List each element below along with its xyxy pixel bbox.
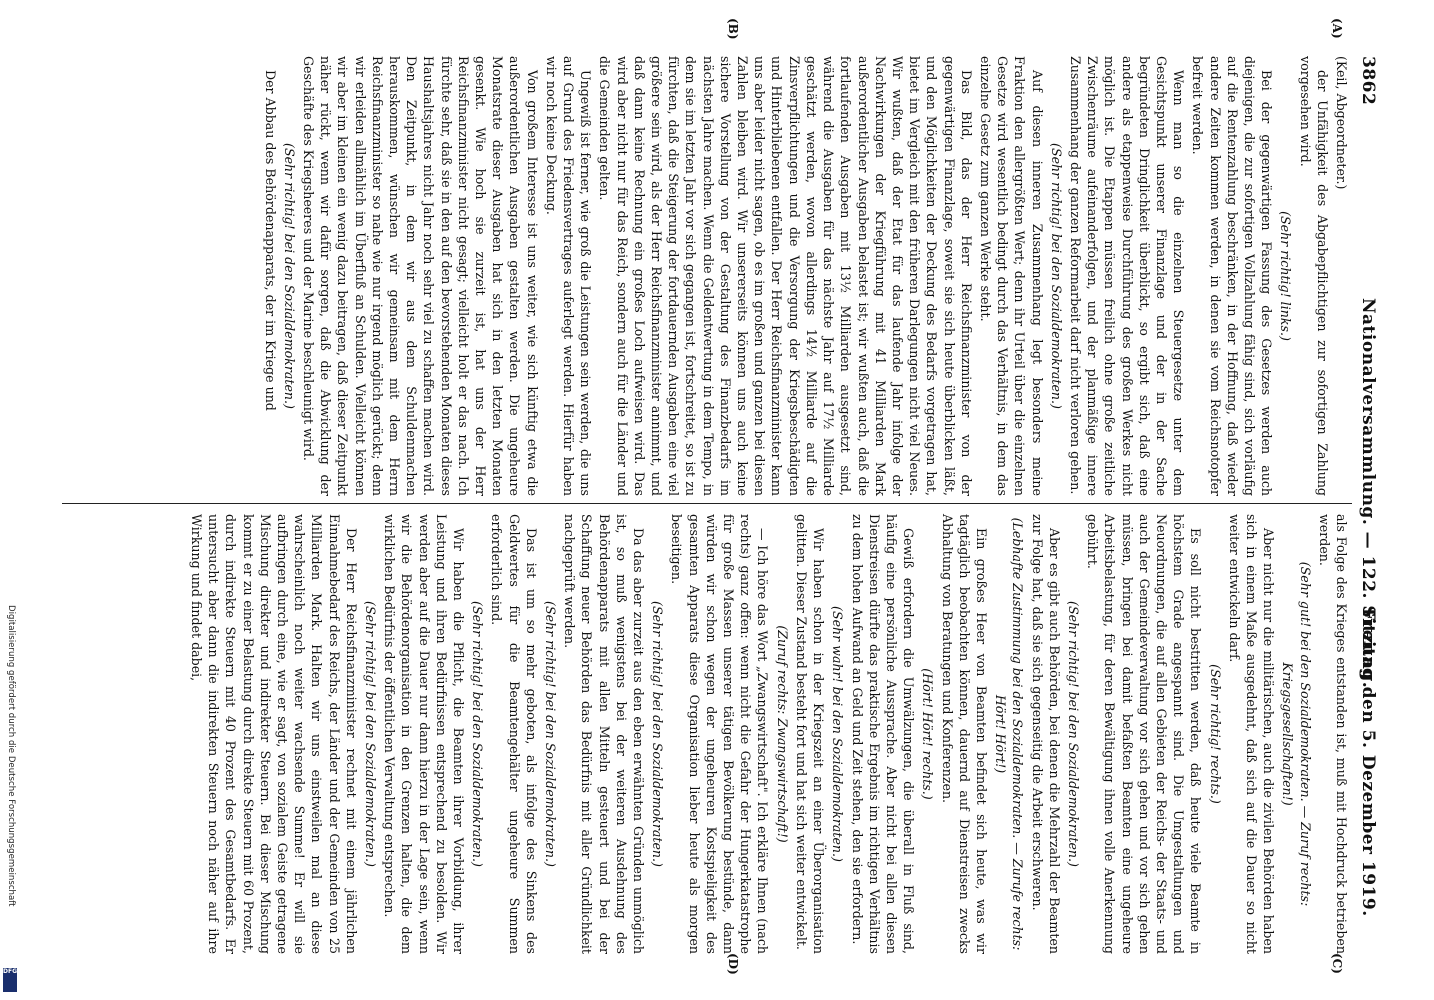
- paragraph: (Keil, Abgeordneter.): [1334, 56, 1349, 190]
- paragraph: — Ich höre das Wort „Zwangswirtschaft". Ich erkläre Ihnen (nach rechts) ganz offen: wenn nicht die Gefahr der Hungerkatastrophe für große Massen unserer tätigen Bevölkerung bestünde, dann würden wir schon wegen der ungeheuren Kostspieligkeit des gesamten Apparats diese Organisation lieber heute als morgen beseitigen.: [669, 514, 771, 954]
- paragraph: Aber nicht nur die militärischen, auch die zivilen Behörden haben sich in einem Maße ausgedehnt, daß sich auf die Dauer so nicht weiter entwickeln darf.: [1226, 514, 1277, 954]
- dfg-logo: [3, 968, 17, 992]
- margin-letter-d: (D): [726, 953, 740, 975]
- page-header: [1354, 48, 1380, 948]
- paragraph: Wir haben die Pflicht, die Beamten ihrer Vorbildung, ihrer Leistung und ihren Bedürfnissen entsprechend zu besolden. Wir werden aber auf die Dauer nur dann hierzu in der Lage sein, wenn wir die Behördenorganisation in den Grenzen halten, die dem wirklichen Bedürfnis der öffentlichen Verwaltung entsprechen.: [382, 514, 467, 954]
- session-date: Freitag den 5. Dezember 1919.: [1358, 608, 1378, 917]
- interjection: (Sehr richtig! bei den Sozialdemokraten.): [650, 601, 666, 867]
- interjection: (Sehr wahr! bei den Sozialdemokraten.): [830, 606, 846, 862]
- interjection: (Zuruf rechts: Zwangswirtschaft!): [774, 625, 790, 843]
- paragraph: der Unfähigkeit des Abgabepflichtigen zur sofortigen Zahlung vorgesehen wird.: [1297, 56, 1330, 496]
- interjection: (Sehr richtig! links.): [1278, 211, 1294, 341]
- paragraph: Wir haben schon in der Kriegszeit an einer Überorganisation gelitten. Dieser Zustand besteht fort und hat sich weiter entwickelt.: [793, 514, 827, 954]
- paragraph: Ungewiß ist ferner, wie groß die Leistungen sein werden, die uns auf Grund des Friedensvertrages auferlegt werden. Hierfür haben wir noch keine Deckung.: [543, 56, 594, 496]
- dfg-logo-text: DFG: [3, 968, 18, 975]
- paragraph: Es soll nicht bestritten werden, daß heute viele Beamte in höchstem Grade angespannt sind. Die Umgestaltungen und Neuordnungen, die auf allen Gebieten der Reichs- der Staats- und auch der Gemeindeverwaltung vor sich gehen und vor sich gehen müssen, bringen bei damit befaßten Beamten eine ungeheure Arbeitsbelastung, für deren Bewältigung ihnen volle Anerkennung gebührt.: [1085, 514, 1204, 954]
- interjection: (Sehr richtig! bei den Sozialdemokraten.): [1065, 601, 1081, 867]
- interjection: (Sehr richtig! bei den Sozialdemokraten.): [281, 143, 297, 409]
- column-divider: [62, 503, 1352, 504]
- interjection: (Sehr richtig! rechts.): [1207, 664, 1223, 804]
- rotated-sheet: [60, 18, 1380, 975]
- margin-letter-c: (C): [1330, 953, 1344, 974]
- paragraph: Bei der gegenwärtigen Fassung des Gesetzes werden auch diejenigen, die zur sofortigen Vollzahlung fähig sind, sich vorläufig auf die Rentenzahlung beschränken, in der Hoffnung, daß wieder andere Zeiten kommen werden, in denen sie vom Reichsnotopfer befreit werden.: [1190, 56, 1275, 496]
- paragraph: Der Herr Reichsfinanzminister rechnet mit einem jährlichen Einnahmebedarf des Reichs, der Länder und der Gemeinden von 25 Milliarden Mark. Halten wir uns einstweilen mal an diese wahrscheinlich noch weiter wachsende Summe! Er will sie aufbringen durch eine, wie er sagt, von sozialem Geiste getragene Mischung direkter und indirekter Steuern. Bei dieser Mischung kommt er zu einer Belastung durch direkte Steuern mit 60 Prozent, durch indirekte Steuern mit 40 Prozent des Gesamtbedarfs. Er untersucht aber dann die indirekten Steuern noch näher auf ihre Wirkung und findet dabei,: [189, 514, 359, 954]
- right-column: [186, 514, 1350, 954]
- digitization-credit: [4, 605, 16, 995]
- paragraph: Der Abbau des Behördenapparats, der im Kriege und: [262, 70, 278, 411]
- paragraph: Auf diesen inneren Zusammenhang legt besonders meine Fraktion den allergrößten Wert; denn ihr Urteil über die einzelnen Gesetze wird wesentlich bedingt durch das Verhältnis, in dem das einzelne Gesetz zum ganzen Werke steht.: [977, 56, 1045, 496]
- paragraph: als Folge des Krieges entstanden ist, muß mit Hochdruck betrieben werden.: [1316, 514, 1349, 954]
- paragraph: Aber es gibt auch Behörden, bei denen die Mehrzahl der Beamten zur Folge hat, daß sie sich gegenseitig die Arbeit erschweren.: [1029, 514, 1062, 954]
- paragraph: Von großem Interesse ist uns weiter, wie sich künftig etwa die außerordentlichen Ausgaben gestalten werden. Die ungeheure Monatsrate dieser Ausgaben hat sich in den letzten Monaten gesenkt. Wie hoch sie zurzeit ist, hat uns der Herr Reichsfinanzminister nicht gesagt; vielleicht holt er das nach. Ich fürchte sehr, daß sie in den auf den bevorstehenden Monaten dieses Haushaltsjahres nicht Jahr noch sehr viel zu schaffen machen wird. Den Zeitpunkt, in dem wir aus dem Schuldenmachen herauskommen, wünschen wir gemeinsam mit dem Herrn Reichsfinanzminister so nahe wie nur irgend möglich gerückt; denn wir erleiden allmählich im Überfluß an Schulden. Vielleicht können wir aber im kleinen ein wenig dazu beitragen, daß dieser Zeitpunkt näher rückt, wenn wir dafür sorgen, daß die Abwicklung der Geschäfte des Kriegsheeres und der Marine beschleunigt wird.: [301, 56, 540, 496]
- page-number: 3862: [1358, 56, 1378, 106]
- interjection: (Sehr richtig! bei den Sozialdemokraten.): [363, 601, 379, 867]
- session-title: Nationalversammlung. — 122. Sitzung.: [1358, 298, 1378, 689]
- paragraph: Das ist um so mehr geboten, als infolge des Sinkens des Geldwertes für die Beamtengehälter ungeheure Summen erforderlich sind.: [489, 514, 539, 954]
- margin-letter-a: (A): [1330, 18, 1344, 39]
- margin-letter-b: (B): [726, 18, 740, 40]
- paragraph: Gewiß erfordern die Umwälzungen, die überall in Fluß sind, häufig eine persönliche Aussprache. Aber nicht bei allen diesen Dienstreisen dürfte das praktische Ergebnis im richtigen Verhältnis zu dem hohen Aufwand an Geld und Zeit stehen, den sie erfordern.: [849, 514, 917, 954]
- interjection: (Sehr richtig! bei den Sozialdemokraten.): [543, 601, 559, 867]
- interjection: (Sehr richtig! bei den Sozialdemokraten.): [470, 601, 486, 867]
- paragraph: Ein großes Heer von Beamten befindet sich heute, was wir tagtäglich beobachten können, dauernd auf Dienstreisen zwecks Abhaltung von Beratungen und Konferenzen.: [939, 514, 989, 954]
- credit-text: Digitalisierung gefördert durch die Deutsche Forschungsgemeinschaft: [6, 605, 16, 907]
- paragraph: Wenn man so die einzelnen Steuergesetze unter dem Gesichtspunkt unserer Finanzlage und der in der Sache begründeten Dringlichkeit überblickt, so ergibt sich, daß eine andere als etappenweise Durchführung des großen Werkes nicht möglich ist. Die Etappen müssen freilich ohne große zeitliche Zwischenräume aufeinanderfolgen, und der planmäßige innere Zusammenhang der ganzen Reformarbeit darf nicht verloren gehen.: [1067, 56, 1187, 496]
- paragraph: Da das aber zurzeit aus den eben erwähnten Gründen unmöglich ist, so muß wenigstens bei der weiteren Ausdehnung des Behördenapparats mit allen Mitteln gesteuert und bei der Schaffung neuer Behörden das Bedürfnis mit aller Gründlichkeit nachgeprüft werden.: [562, 514, 647, 954]
- interjection: (Hört! Hört! rechts.): [920, 668, 936, 800]
- interjection: (Sehr richtig! bei den Sozialdemokraten.): [1048, 143, 1064, 409]
- interjection: (Sehr gut! bei den Sozialdemokraten. — Zuruf rechts: Kriegsgesellschaften!): [1280, 561, 1313, 907]
- paragraph: Das Bild, das der Herr Reichsfinanzminister von der gegenwärtigen Finanzlage, soweit sie sich heute überblicken läßt, und den Möglichkeiten der Deckung des Bedarfs vorgetragen hat, bietet im Vergleich mit den früheren Darlegungen nicht viel Neues. Wir wußten, daß der Etat für das laufende Jahr infolge der Nachwirkungen der Kriegführung mit 41 Milliarden Mark außerordentlicher Ausgaben belastet ist; wir wußten auch, daß die fortlaufenden Ausgaben mit 13½ Milliarden ausgesetzt sind, während die Ausgaben für das nächste Jahr auf 17½ Milliarde geschätzt werden, wovon allerdings 14½ Milliarde auf die Zinsverpflichtungen und die Versorgung der Kriegsbeschädigten und Hinterbliebenen entfallen. Der Herr Reichsfinanzminister kann uns aber leider nicht sagen, ob es im großen und ganzen bei diesen Zahlen bleiben wird. Wir unsererseits können uns auch keine sichere Vorstellung von der Gestaltung des Finanzbedarfs im nächsten Jahre machen. Wenn die Geldentwertung in dem Tempo, in dem sie im letzten Jahr vor sich gegangen ist, fortschreitet, so ist zu fürchten, daß die Steigerung der fortdauernden Ausgaben eine viel größere sein wird, als der Herr Reichsfinanzminister annimmt, und daß dann keine Rechnung ein großes Loch aufweisen wird. Das wird aber nicht nur für das Reich, sondern auch für die Länder und die Gemeinden gelten.: [597, 56, 974, 496]
- interjection: (Lebhafte Zustimmung bei den Sozialdemokraten. — Zurufe rechts: Hört! Hört!): [993, 517, 1026, 951]
- left-column: [259, 56, 1350, 496]
